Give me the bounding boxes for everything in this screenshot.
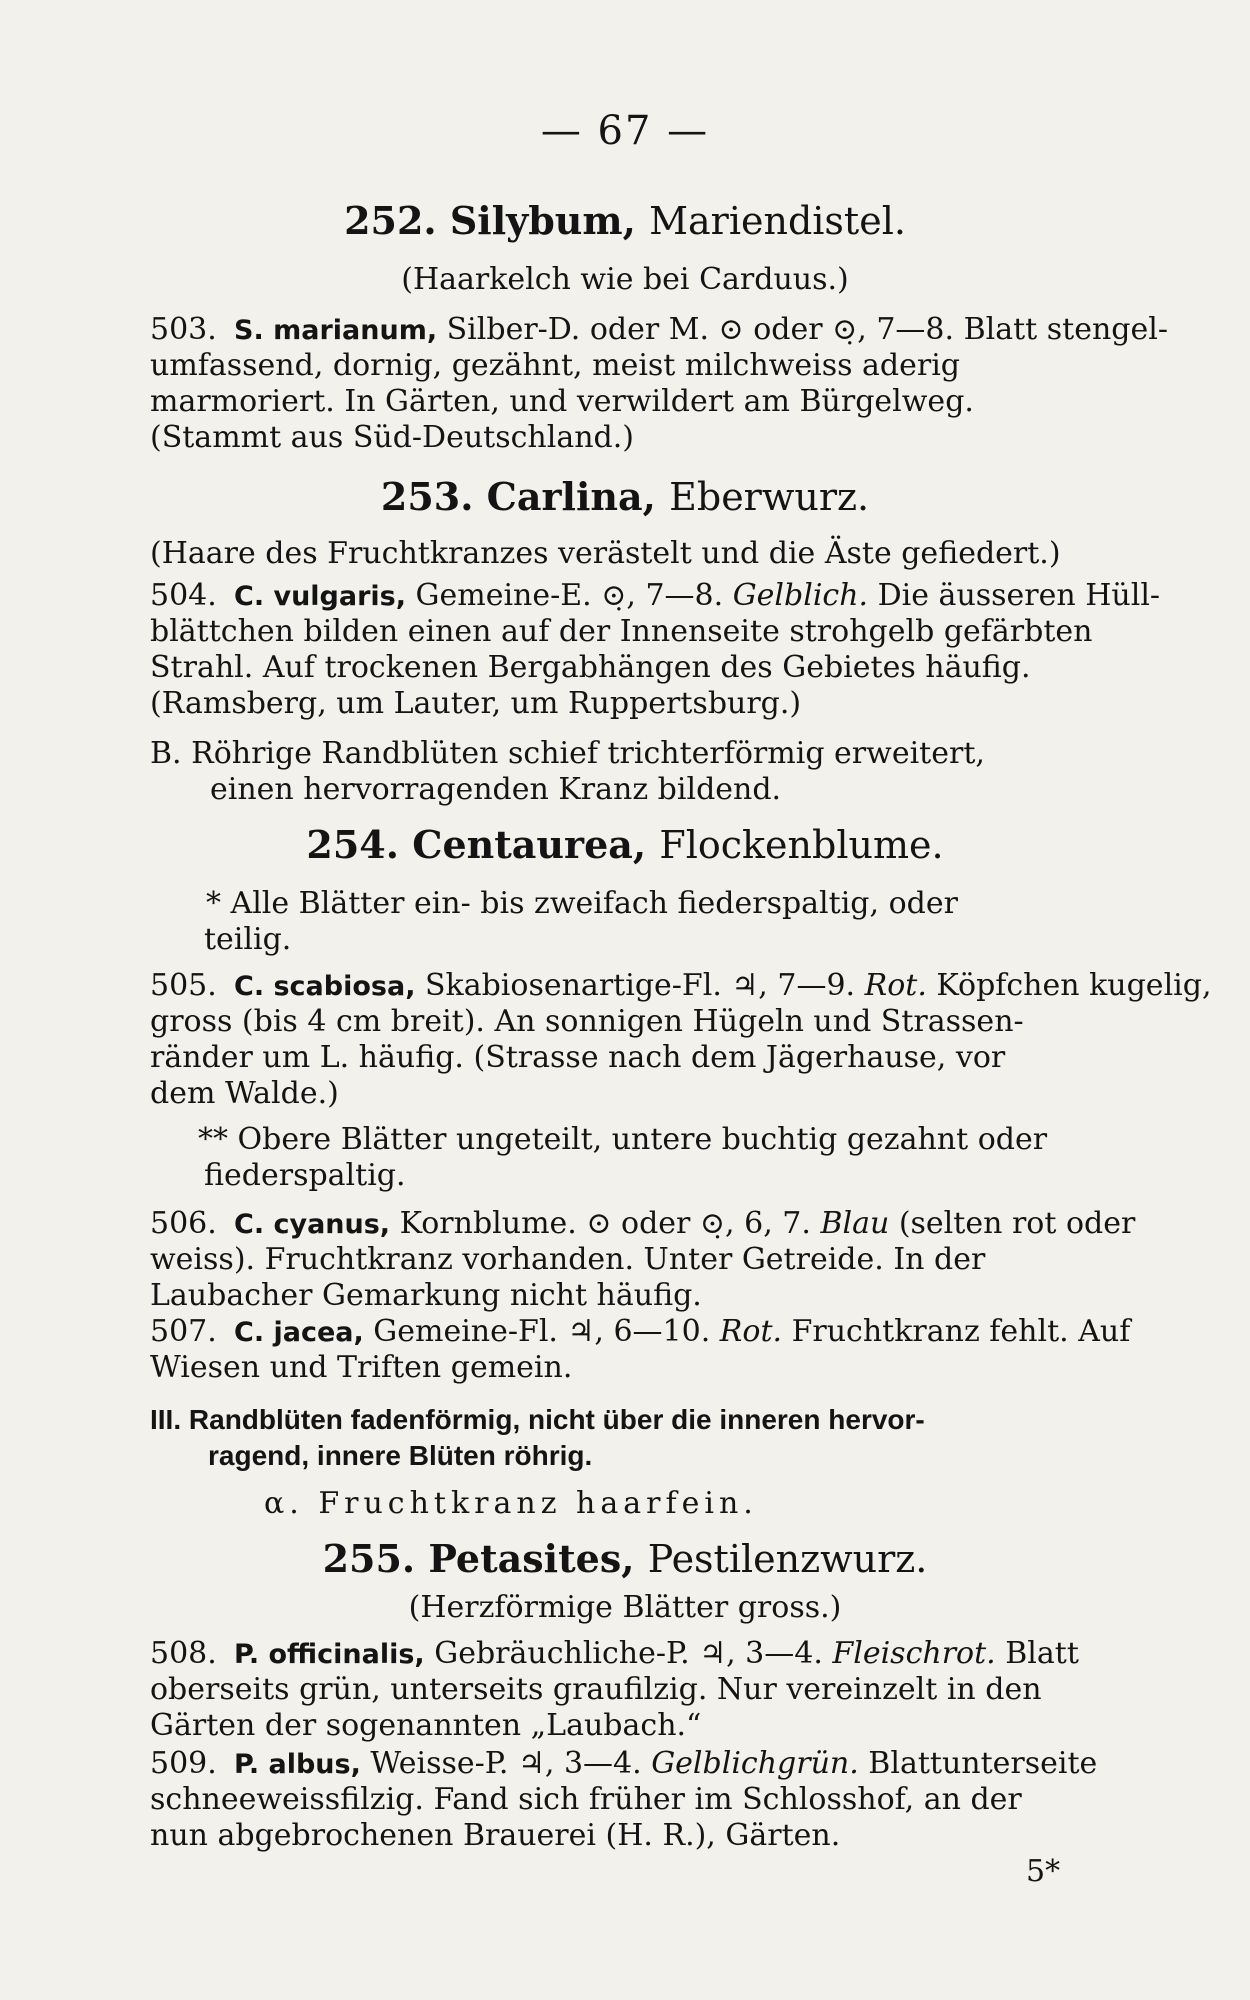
text-line: oberseits grün, unterseits graufilzig. Nur vereinzelt in den (150, 1672, 1042, 1707)
flower-color: Rot. (719, 1314, 783, 1349)
species-entry (150, 312, 1186, 349)
entry-text: Silber-D. oder M. ⊙ oder ⊙̣, 7—8. Blatt stengel- (437, 312, 1168, 347)
species-name: P. albus, (234, 1749, 361, 1780)
entry-text: Die äusseren Hüll- (868, 578, 1161, 613)
genus-heading (150, 474, 1100, 519)
entry-number: 508. (150, 1636, 217, 1671)
species-entry (150, 578, 1186, 615)
text-line: nun abgebrochenen Brauerei (H. R.), Gärten. (150, 1818, 841, 1853)
text-line: ränder um L. häufig. (Strasse nach dem Jägerhause, vor (150, 1040, 1006, 1075)
genus-name: Petasites, (428, 1536, 648, 1581)
text-line: dem Walde.) (150, 1076, 339, 1111)
entry-number: 506. (150, 1206, 217, 1241)
text-line: schneeweissfilzig. Fand sich früher im Schlosshof, an der (150, 1782, 1022, 1817)
text-line: gross (bis 4 cm breit). An sonnigen Hügeln und Strassen- (150, 1004, 1024, 1039)
species-entry (150, 968, 1212, 1005)
genus-name: Centaurea, (412, 822, 660, 867)
text-line: marmoriert. In Gärten, und verwildert am Bürgelweg. (150, 384, 974, 419)
entry-text: (selten rot oder (889, 1206, 1136, 1241)
genus-number: 255. (322, 1536, 429, 1581)
species-entry (150, 1206, 1186, 1243)
species-name: C. cyanus, (234, 1209, 391, 1240)
genus-number: 253. (380, 474, 487, 519)
text-line: Strahl. Auf trockenen Bergabhängen des Gebietes häufig. (150, 650, 1031, 685)
entry-number: 503. (150, 312, 217, 347)
genus-note: (Haarkelch wie bei Carduus.) (401, 262, 849, 297)
genus-common-name: Flockenblume. (659, 823, 944, 867)
species-entry (150, 1746, 1186, 1783)
entry-text: Blattunterseite (858, 1746, 1098, 1781)
text-line: weiss). Fruchtkranz vorhanden. Unter Getreide. In der (150, 1242, 986, 1277)
text-line: ** Obere Blätter ungeteilt, untere buchtig gezahnt oder (198, 1122, 1048, 1157)
entry-text: Gebräuchliche-P. ♃, 3—4. (424, 1636, 833, 1671)
text-line: (Stammt aus Süd-Deutschland.) (150, 420, 634, 455)
species-name: C. scabiosa, (234, 971, 416, 1002)
entry-text: Kornblume. ⊙ oder ⊙̣, 6, 7. (390, 1206, 821, 1241)
genus-note: (Herzförmige Blätter gross.) (408, 1590, 842, 1625)
genus-common-name: Mariendistel. (649, 199, 906, 243)
flower-color: Fleischrot. (832, 1636, 996, 1671)
entry-number: 507. (150, 1314, 217, 1349)
genus-heading (150, 198, 1100, 243)
entry-text: Blatt (995, 1636, 1079, 1671)
genus-heading (150, 822, 1100, 867)
text-line: Gärten der sogenannten „Laubach.“ (150, 1708, 702, 1743)
entry-number: 509. (150, 1746, 217, 1781)
text-line: einen hervorragenden Kranz bildend. (210, 772, 782, 807)
text-line: umfassend, dornig, gezähnt, meist milchweiss aderig (150, 348, 960, 383)
species-name: P. officinalis, (234, 1639, 425, 1670)
genus-name: Silybum, (449, 198, 650, 243)
entry-text: Gemeine-E. ⊙̣, 7—8. (406, 578, 733, 613)
text-line: fiederspaltig. (204, 1158, 406, 1193)
genus-common-name: Pestilenzwurz. (647, 1537, 928, 1581)
genus-number: 254. (306, 822, 413, 867)
species-name: S. marianum, (234, 315, 438, 346)
text-line: Laubacher Gemarkung nicht häufig. (150, 1278, 702, 1313)
genus-heading (150, 1536, 1100, 1581)
signature-mark: 5* (1026, 1854, 1061, 1889)
genus-number: 252. (344, 198, 450, 243)
text-line: teilig. (204, 922, 292, 957)
group-heading: III. Randblüten fadenförmig, nicht über die inneren hervor- (150, 1404, 925, 1435)
entry-text: Fruchtkranz fehlt. Auf (782, 1314, 1131, 1349)
text-line: (Ramsberg, um Lauter, um Ruppertsburg.) (150, 686, 802, 721)
species-entry (150, 1636, 1186, 1673)
flower-color: Blau (820, 1206, 890, 1241)
entry-number: 505. (150, 968, 217, 1003)
entry-text: Weisse-P. ♃, 3—4. (360, 1746, 652, 1781)
entry-text: Skabiosenartige-Fl. ♃, 7—9. (415, 968, 865, 1003)
genus-common-name: Eberwurz. (669, 475, 870, 519)
group-heading: ragend, innere Blüten röhrig. (208, 1440, 593, 1471)
text-line: * Alle Blätter ein- bis zweifach fiederspaltig, oder (206, 886, 958, 921)
entry-number: 504. (150, 578, 217, 613)
subgroup-heading: α. Fruchtkranz haarfein. (264, 1486, 758, 1521)
species-entry (150, 1314, 1186, 1351)
species-name: C. vulgaris, (234, 581, 406, 612)
page-number: — 67 — (540, 108, 710, 154)
text-line: Wiesen und Triften gemein. (150, 1350, 573, 1385)
text-line: (Haare des Fruchtkranzes verästelt und die Äste gefiedert.) (150, 536, 1061, 571)
flower-color: Gelblichgrün. (651, 1746, 859, 1781)
entry-text: Gemeine-Fl. ♃, 6—10. (363, 1314, 720, 1349)
entry-text: Köpfchen kugelig, (926, 968, 1212, 1003)
genus-name: Carlina, (486, 474, 670, 519)
text-line: blättchen bilden einen auf der Innenseite strohgelb gefärbten (150, 614, 1093, 649)
species-name: C. jacea, (234, 1317, 364, 1348)
text-line: B. Röhrige Randblüten schief trichterförmig erweitert, (150, 736, 985, 771)
flower-color: Gelblich. (732, 578, 869, 613)
flower-color: Rot. (864, 968, 927, 1003)
